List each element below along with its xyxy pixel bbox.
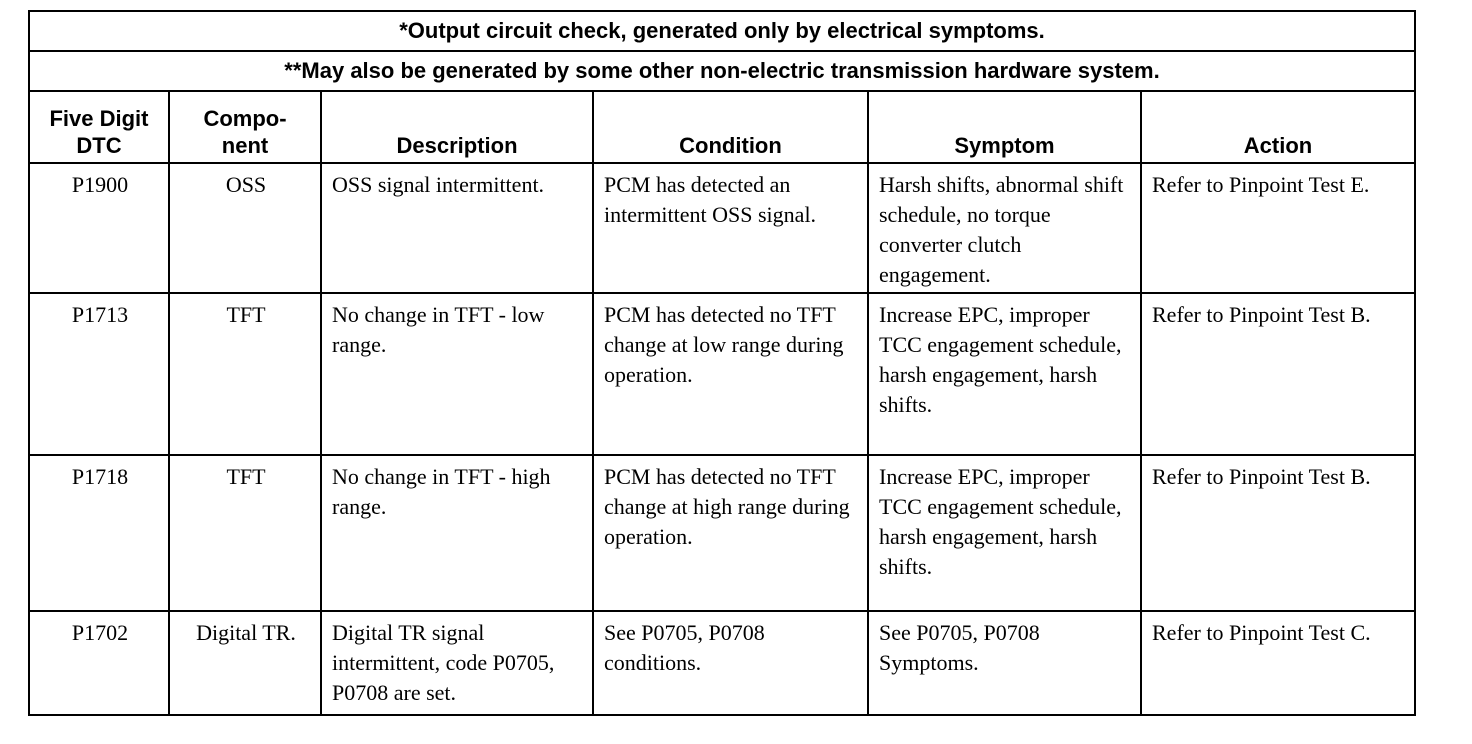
component-cell: OSS <box>169 163 321 293</box>
component-cell: TFT <box>169 293 321 455</box>
symptom-cell: Increase EPC, improper TCC engagement schedule, harsh engagement, harsh shifts. <box>868 455 1141 611</box>
dtc-cell: P1718 <box>29 455 169 611</box>
header-description: Description <box>321 91 593 163</box>
header-condition: Condition <box>593 91 868 163</box>
table-row <box>29 293 1415 455</box>
symptom-cell: See P0705, P0708 Symptoms. <box>868 611 1141 715</box>
table-row <box>29 611 1415 715</box>
header-dtc-line1: Five Digit <box>49 106 149 131</box>
description-cell: No change in TFT - high range. <box>321 455 593 611</box>
header-component-line2: nent <box>221 133 269 158</box>
action-cell: Refer to Pinpoint Test C. <box>1141 611 1415 715</box>
output-circuit-note: *Output circuit check, generated only by electrical symptoms. <box>29 11 1415 51</box>
condition-cell: PCM has detected no TFT change at high range during operation. <box>593 455 868 611</box>
header-component-line1: Compo- <box>203 106 287 131</box>
dtc-table <box>28 10 1416 716</box>
table-row <box>29 455 1415 611</box>
header-dtc <box>29 91 169 163</box>
dtc-document <box>28 10 1414 716</box>
description-cell: OSS signal intermittent. <box>321 163 593 293</box>
dtc-cell: P1702 <box>29 611 169 715</box>
action-cell: Refer to Pinpoint Test B. <box>1141 455 1415 611</box>
condition-cell: PCM has detected no TFT change at low range during operation. <box>593 293 868 455</box>
dtc-cell: P1713 <box>29 293 169 455</box>
component-cell: TFT <box>169 455 321 611</box>
table-row <box>29 163 1415 293</box>
header-row <box>29 91 1415 163</box>
description-cell: Digital TR signal intermittent, code P0705, P0708 are set. <box>321 611 593 715</box>
component-cell: Digital TR. <box>169 611 321 715</box>
dtc-cell: P1900 <box>29 163 169 293</box>
action-cell: Refer to Pinpoint Test B. <box>1141 293 1415 455</box>
header-action: Action <box>1141 91 1415 163</box>
header-component <box>169 91 321 163</box>
hardware-system-note: **May also be generated by some other non-electric transmission hardware system. <box>29 51 1415 91</box>
symptom-cell: Harsh shifts, abnormal shift schedule, no torque converter clutch engagement. <box>868 163 1141 293</box>
action-cell: Refer to Pinpoint Test E. <box>1141 163 1415 293</box>
description-cell: No change in TFT - low range. <box>321 293 593 455</box>
header-symptom: Symptom <box>868 91 1141 163</box>
header-dtc-line2: DTC <box>76 133 122 158</box>
symptom-cell: Increase EPC, improper TCC engagement schedule, harsh engagement, harsh shifts. <box>868 293 1141 455</box>
condition-cell: PCM has detected an intermittent OSS signal. <box>593 163 868 293</box>
condition-cell: See P0705, P0708 conditions. <box>593 611 868 715</box>
